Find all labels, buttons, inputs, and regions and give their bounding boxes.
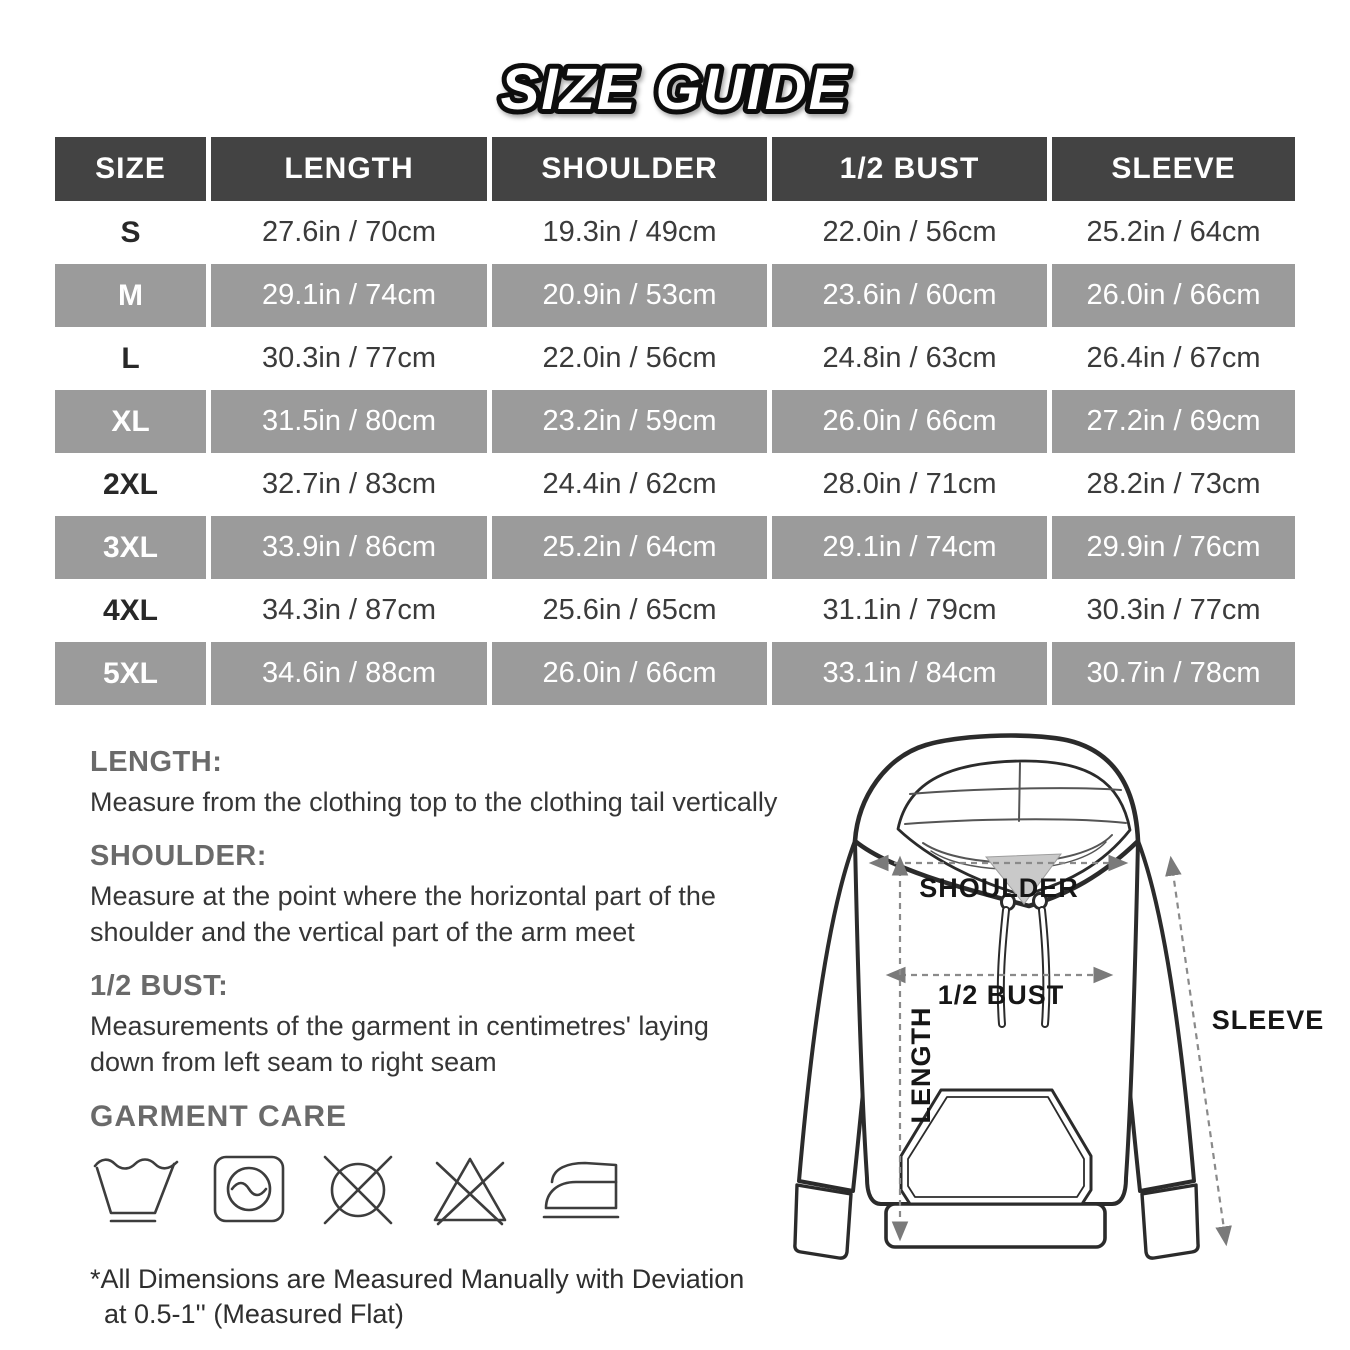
hoodie-drawing <box>790 733 1330 1298</box>
shoulder-label: SHOULDER <box>919 873 1079 903</box>
table-cell: 31.5in / 80cm <box>211 390 487 453</box>
hem-band <box>886 1204 1105 1247</box>
definition-shoulder <box>90 840 850 950</box>
definition-length <box>90 746 850 820</box>
table-cell: 26.4in / 67cm <box>1052 327 1295 390</box>
row-label: S <box>55 201 206 264</box>
table-cell: 28.2in / 73cm <box>1052 453 1295 516</box>
definition-desc: Measure at the point where the horizontal part of the <box>90 881 716 911</box>
table-cell: 26.0in / 66cm <box>492 642 767 705</box>
table-cell: 29.9in / 76cm <box>1052 516 1295 579</box>
hoodie-diagram <box>790 733 1330 1298</box>
row-label: 5XL <box>55 642 206 705</box>
table-cell: 29.1in / 74cm <box>211 264 487 327</box>
left-cuff <box>795 1185 851 1258</box>
table-cell: 22.0in / 56cm <box>492 327 767 390</box>
definition-desc: Measurements of the garment in centimetres' laying <box>90 1011 709 1041</box>
table-cell: 23.2in / 59cm <box>492 390 767 453</box>
table-cell: 20.9in / 53cm <box>492 264 767 327</box>
table-cell: 26.0in / 66cm <box>1052 264 1295 327</box>
table-cell: 34.6in / 88cm <box>211 642 487 705</box>
sleeve-label: SLEEVE <box>1211 1005 1325 1035</box>
do-not-bleach-icon <box>428 1151 512 1231</box>
footnote <box>90 1262 850 1332</box>
table-cell: 30.3in / 77cm <box>211 327 487 390</box>
table-cell: 26.0in / 66cm <box>772 390 1047 453</box>
table-cell: 27.6in / 70cm <box>211 201 487 264</box>
definition-desc: Measure from the clothing top to the clothing tail vertically <box>90 787 778 817</box>
row-label: M <box>55 264 206 327</box>
page-title-wrap <box>460 46 890 137</box>
table-cell: 32.7in / 83cm <box>211 453 487 516</box>
table-cell: 33.9in / 86cm <box>211 516 487 579</box>
measurement-definitions <box>90 746 850 1332</box>
right-cuff <box>1142 1185 1198 1258</box>
garment-care-icons <box>90 1150 850 1232</box>
page-title: SIZE GUIDE <box>500 57 850 122</box>
table-cell: 33.1in / 84cm <box>772 642 1047 705</box>
tumble-dry-icon <box>210 1151 288 1231</box>
definition-bust <box>90 970 850 1080</box>
row-label: XL <box>55 390 206 453</box>
size-table <box>55 137 1295 705</box>
column-header-length: LENGTH <box>211 137 487 201</box>
bust-label: 1/2 BUST <box>937 980 1065 1010</box>
column-header-bust: 1/2 BUST <box>772 137 1047 201</box>
table-cell: 30.3in / 77cm <box>1052 579 1295 642</box>
table-cell: 31.1in / 79cm <box>772 579 1047 642</box>
row-label: 3XL <box>55 516 206 579</box>
definition-desc: shoulder and the vertical part of the arm meet <box>90 917 635 947</box>
table-cell: 25.6in / 65cm <box>492 579 767 642</box>
footnote-line: *All Dimensions are Measured Manually with Deviation <box>90 1264 745 1294</box>
table-cell: 24.8in / 63cm <box>772 327 1047 390</box>
definition-desc: down from left seam to right seam <box>90 1047 497 1077</box>
table-cell: 24.4in / 62cm <box>492 453 767 516</box>
column-header-sleeve: SLEEVE <box>1052 137 1295 201</box>
table-cell: 25.2in / 64cm <box>492 516 767 579</box>
column-header-shoulder: SHOULDER <box>492 137 767 201</box>
definition-term: 1/2 BUST: <box>90 970 229 1002</box>
table-cell: 19.3in / 49cm <box>492 201 767 264</box>
table-cell: 34.3in / 87cm <box>211 579 487 642</box>
row-label: L <box>55 327 206 390</box>
page-title-graphic <box>460 46 890 132</box>
table-cell: 28.0in / 71cm <box>772 453 1047 516</box>
definition-term: SHOULDER: <box>90 840 267 872</box>
iron-icon <box>540 1151 624 1231</box>
row-label: 4XL <box>55 579 206 642</box>
gentle-wash-icon <box>90 1151 182 1231</box>
definition-term: LENGTH: <box>90 746 223 778</box>
garment-care-heading: GARMENT CARE <box>90 1100 347 1133</box>
table-cell: 25.2in / 64cm <box>1052 201 1295 264</box>
table-cell: 27.2in / 69cm <box>1052 390 1295 453</box>
footnote-line: at 0.5-1'' (Measured Flat) <box>104 1299 404 1329</box>
do-not-dry-clean-icon <box>316 1151 400 1231</box>
table-cell: 29.1in / 74cm <box>772 516 1047 579</box>
column-header-size: SIZE <box>55 137 206 201</box>
row-label: 2XL <box>55 453 206 516</box>
table-cell: 23.6in / 60cm <box>772 264 1047 327</box>
table-cell: 22.0in / 56cm <box>772 201 1047 264</box>
table-cell: 30.7in / 78cm <box>1052 642 1295 705</box>
length-label: LENGTH <box>906 1006 936 1124</box>
